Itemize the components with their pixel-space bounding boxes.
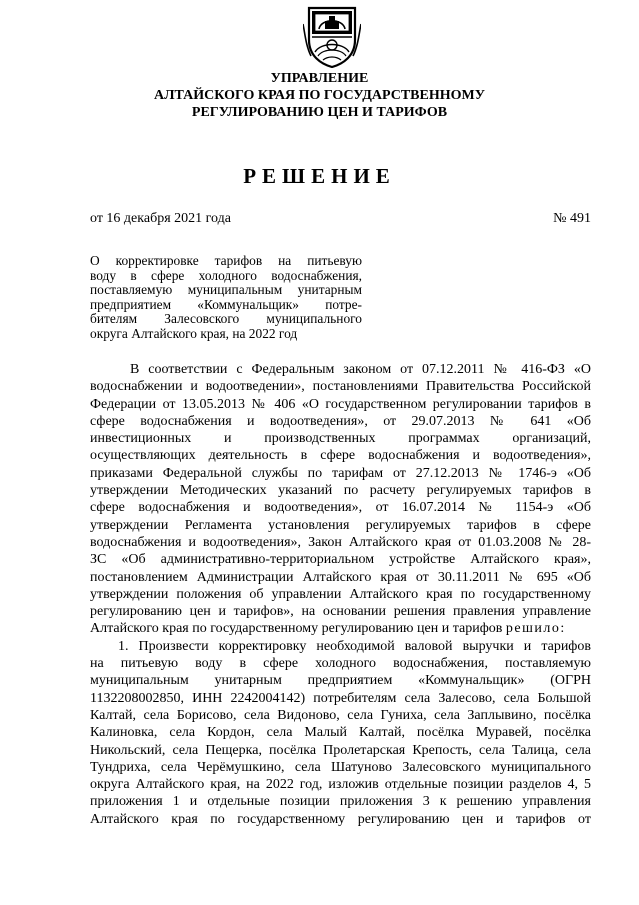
body-line: Федерации от 13.05.2013 № 406 «О государственном регулировании тарифов в [90, 396, 591, 412]
body-line: Алтайского края по государственному регулированию цен и тарифов от [90, 811, 591, 827]
issuer-header [0, 70, 639, 121]
body-line: Калтай, села Борисово, села Видоново, села Гуниха, села Заплывино, посёлка [90, 707, 591, 723]
body-line: утверждении Методических указаний по расчету регулируемых тарифов в [90, 483, 591, 499]
document-body [90, 361, 591, 828]
body-line: 1. Произвести корректировку необходимой валовой выручки и тарифов [118, 638, 591, 654]
document-title: РЕШЕНИЕ [243, 164, 396, 188]
document-number: № 491 [553, 211, 591, 226]
body-line: ЗС «Об административно-территориальном устройстве Алтайского края», [90, 552, 591, 568]
body-line: на питьевую воду в сфере холодного водоснабжения, поставляемую [90, 656, 591, 672]
decision-word: решило: [505, 621, 566, 637]
document-date: от 16 декабря 2021 года [90, 211, 231, 226]
subject-line: бителям Залесовского муниципального [90, 311, 362, 327]
subject-line: поставляемую муниципальным унитарным [90, 282, 362, 298]
body-line: 1132208002850, ИНН 2242004142) потребителям села Залесово, села Большой [90, 690, 591, 706]
body-line: округа Алтайского края, на 2022 год, изложив отдельные позиции разделов 4, 5 [90, 777, 591, 793]
subject-line: предприятием «Коммунальщик» потре- [90, 296, 362, 312]
subject-line: округа Алтайского края, на 2022 год [90, 325, 298, 341]
body-line: утверждении Регламента установления регулируемых тарифов в сфере [90, 517, 591, 533]
body-line: Калиновка, села Кордон, села Малый Калтай, посёлка Муравей, посёлка [90, 725, 591, 741]
body-line-text: Алтайского края по государственному регулированию цен и тарифов [90, 621, 506, 637]
issuer-line: АЛТАЙСКОГО КРАЯ ПО ГОСУДАРСТВЕННОМУ [154, 88, 485, 103]
document-subject [90, 254, 362, 342]
issuer-line: УПРАВЛЕНИЕ [270, 71, 369, 86]
body-line: Никольский, села Пещерка, посёлка Пролетарская Крепость, села Талица, села [90, 742, 591, 758]
body-line: сфере водоснабжения и водоотведения», от 29.07.2013 № 641 «Об [90, 413, 591, 429]
body-line: постановлением Администрации Алтайского края от 30.11.2011 № 695 «Об [90, 569, 591, 585]
body-line: сфере водоснабжения и водоотведения», от 16.07.2014 № 1154-э «Об [90, 500, 591, 516]
body-line: муниципальным унитарным предприятием «Коммунальщик» (ОГРН [90, 673, 591, 689]
subject-line: воду в сфере холодного водоснабжения, [90, 267, 362, 283]
body-line: приказами Федеральной службы по тарифам от 27.12.2013 № 1746-э «Об [90, 465, 591, 481]
body-line: осуществляющих деятельность в сфере водоснабжения и водоотведения», [90, 448, 591, 464]
body-line: В соответствии с Федеральным законом от 07.12.2011 № 416-ФЗ «О [130, 362, 591, 377]
altai-krai-coat-of-arms-icon [303, 4, 361, 68]
body-line: приложения 1 и отдельные позиции приложения 3 к решению управления [90, 794, 591, 810]
body-line: инвестиционных и производственных программах организаций, [90, 431, 591, 447]
body-line: Тундриха, села Черёмушкино, села Шатуново Залесовского муниципального [90, 759, 591, 775]
issuer-line: РЕГУЛИРОВАНИЮ ЦЕН И ТАРИФОВ [191, 105, 448, 120]
subject-line: О корректировке тарифов на питьевую [90, 253, 362, 268]
body-line: утверждении положения об управлении Алтайского края по государственному [90, 586, 591, 602]
body-line [90, 620, 591, 637]
body-line: регулированию цен и тарифов», на основании решения правления управление [90, 604, 591, 620]
body-line: водоснабжения и водоотведения», Закон Алтайского края от 01.03.2008 № 28- [90, 534, 591, 550]
body-line: водоснабжении и водоотведении», постановлениями Правительства Российской [90, 379, 591, 395]
